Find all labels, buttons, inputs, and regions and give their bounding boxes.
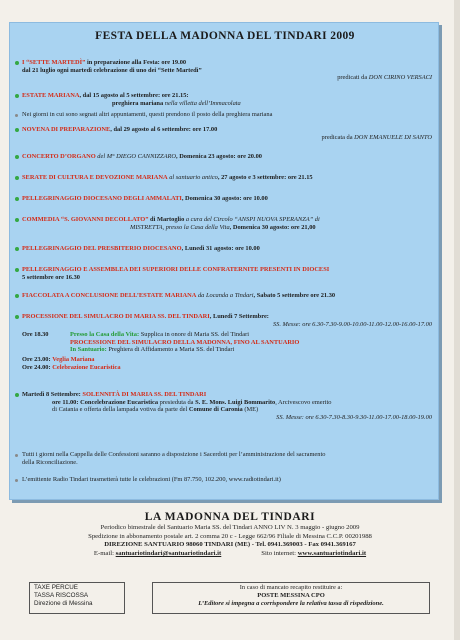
messe-times: SS. Messe: ore 6.30-7.30-9.00-10.00-11.00-12.00-16.00-17.00	[272, 320, 432, 328]
event-estate-mariana: ESTATE MARIANA, dal 15 agosto al 5 settembre: ore 21.15: preghiera mariana nella villetta dell’Immacolata	[22, 92, 432, 107]
bullet-icon	[15, 176, 19, 180]
note-radio-tindari: L’emittente Radio Tindari trasmetterà tutte le celebrazioni (Fm 87.750, 102.200, www.radiotindari.it)	[22, 476, 432, 484]
event-solennita: Martedì 8 Settembre: SOLENNITÀ DI MARIA SS. DEL TINDARI ore 11.00: Concelebrazione Eucaristica presieduta da S. E. Mons. Luigi Bommarito, Arcivescovo emerito di Catania e offerta della lampada votiva da parte del Comune di Caronia (ME) SS. Messe: ore 6.30-7.30-8.30-9.30-11.00-17.00-18.00-19.00	[22, 391, 432, 421]
event-title: I “SETTE MARTEDÌ”	[22, 59, 86, 66]
event-processione: PROCESSIONE DEL SIMULACRO DI MARIA SS. DEL TINDARI, Lunedì 7 Settembre: SS. Messe: ore 6.30-7.30-9.00-10.00-11.00-12.00-16.00-17.00 Ore 18.30 Presso la Casa della Vita: Supplica in onore di Maria SS. del Tindari PROCESSIONE DEL SIMULACRO DELLA MADONNA, FINO AL SANTUARIO In Santuario: Preghiera di Affidamento a Maria SS. del Tindari Ore 23.00: Veglia Mariana Ore 24.00: Celebrazione Eucaristica	[22, 313, 432, 371]
return-address-box: In caso di mancato recapito restituire a: POSTE MESSINA CPO L’Editore si impegna a corrispondere la relativa tassa di rispedizione.	[152, 582, 430, 614]
event-list	[10, 23, 440, 501]
magazine-info: Periodico bimestrale del Santuario Maria SS. del Tindari ANNO LIV N. 3 maggio - giugno 2009 Spedizione in abbonamento postale art. 2 comma 20 c - Legge 662/96 Filiale di Messina C.C.P. 00201988 DIREZIONE SANTUARIO 98060 TINDARI (ME) - Tel. 0941.369003 - Fax 0941.369167 E-mail: santuariotindari@santuariotindari.it Sito internet: www.santuariotindari.it	[88, 524, 372, 557]
box-title: FESTA DELLA MADONNA DEL TINDARI 2009	[95, 30, 355, 42]
event-title: FIACCOLATA A CONCLUSIONE DELL’ESTATE MARIANA	[22, 292, 197, 299]
event-pellegrinaggio-presbiterio: PELLEGRINAGGIO DEL PRESBITERIO DIOCESANO, Lunedì 31 agosto: ore 10.00	[22, 245, 432, 253]
event-program-box	[9, 22, 439, 500]
event-title: NOVENA DI PREPARAZIONE	[22, 126, 111, 133]
event-concerto: CONCERTO D’ORGANO del M° DIEGO CANNIZZARO, Domenica 23 agosto: ore 20.00	[22, 153, 432, 161]
postage-box: TAXE PERCUE TASSA RISCOSSA Direzione di Messina	[29, 582, 125, 614]
bullet-icon	[15, 197, 19, 201]
bullet-icon	[15, 294, 19, 298]
note-confessioni: Tutti i giorni nella Cappella delle Confessioni saranno a disposizione i Sacerdoti per l’amministrazione del sacramento della Riconciliazione.	[22, 451, 432, 466]
bullet-icon	[15, 94, 19, 98]
bullet-icon	[15, 247, 19, 251]
page-edge	[454, 0, 460, 640]
event-fiaccolata: FIACCOLATA A CONCLUSIONE DELL’ESTATE MARIANA da Locanda a Tindari, Sabato 5 settembre ore 21.30	[22, 292, 432, 300]
event-pellegrinaggio-ammalati: PELLEGRINAGGIO DIOCESANO DEGLI AMMALATI, Domenica 30 agosto: ore 10.00	[22, 195, 432, 203]
event-title: PELLEGRINAGGIO E ASSEMBLEA DEI SUPERIORI DELLE CONFRATERNITE PRESENTI IN DIOCESI	[22, 266, 330, 273]
event-title: CONCERTO D’ORGANO	[22, 153, 96, 160]
note-altri-appuntamenti: Nei giorni in cui sono segnati altri appuntamenti, questi prendono il posto della preghiera mariana	[22, 111, 432, 119]
bullet-icon	[15, 315, 19, 319]
bullet-icon	[15, 61, 19, 65]
website-link[interactable]: www.santuariotindari.it	[297, 549, 367, 557]
event-title: COMMEDIA “S. GIOVANNI DECOLLATO”	[22, 216, 149, 223]
event-novena: NOVENA DI PREPARAZIONE, dal 29 agosto al 6 settembre: ore 17.00 predicata da DON EMANUELE DI SANTO	[22, 126, 432, 141]
bullet-icon	[15, 155, 19, 159]
bullet-icon	[15, 128, 19, 132]
messe-times: SS. Messe: ore 6.30-7.30-8.30-9.30-11.00-17.00-18.00-19.00	[276, 413, 432, 421]
event-title: PELLEGRINAGGIO DEL PRESBITERIO DIOCESANO	[22, 245, 182, 252]
event-serate-cultura: SERATE DI CULTURA E DEVOZIONE MARIANA al santuario antico, 27 agosto e 3 settembre: ore 21.15	[22, 174, 432, 182]
bullet-icon	[15, 114, 18, 117]
event-assemblea-confraternite: PELLEGRINAGGIO E ASSEMBLEA DEI SUPERIORI DELLE CONFRATERNITE PRESENTI IN DIOCESI 5 settembre ore 16.30	[22, 266, 432, 281]
event-title: PELLEGRINAGGIO DIOCESANO DEGLI AMMALATI	[22, 195, 182, 202]
magazine-title: LA MADONNA DEL TINDARI	[144, 511, 316, 523]
event-title: SERATE DI CULTURA E DEVOZIONE MARIANA	[22, 174, 168, 181]
bullet-icon	[15, 268, 19, 272]
bullet-icon	[15, 479, 18, 482]
event-title: PROCESSIONE DEL SIMULACRO DI MARIA SS. DEL TINDARI	[22, 313, 210, 320]
event-sette-martedi: I “SETTE MARTEDÌ” in preparazione alla Festa: ore 19.00 dal 21 luglio ogni martedì celebrazione di uno dei “Sette Martedì” predicati da DON CIRINO VERSACI	[22, 59, 432, 82]
bullet-icon	[15, 218, 19, 222]
bullet-icon	[15, 393, 19, 397]
event-title: SOLENNITÀ DI MARIA SS. DEL TINDARI	[82, 391, 207, 398]
event-commedia: COMMEDIA “S. GIOVANNI DECOLLATO” di Martoglio a cura del Circolo “ANSPI NUOVA SPERANZA” di MISTRETTA, presso la Casa della Vita, Domenica 30 agosto: ore 21,00	[22, 216, 432, 231]
event-title: ESTATE MARIANA	[22, 92, 80, 99]
email-link[interactable]: santuariotindari@santuariotindari.it	[115, 549, 222, 557]
bullet-icon	[15, 454, 18, 457]
